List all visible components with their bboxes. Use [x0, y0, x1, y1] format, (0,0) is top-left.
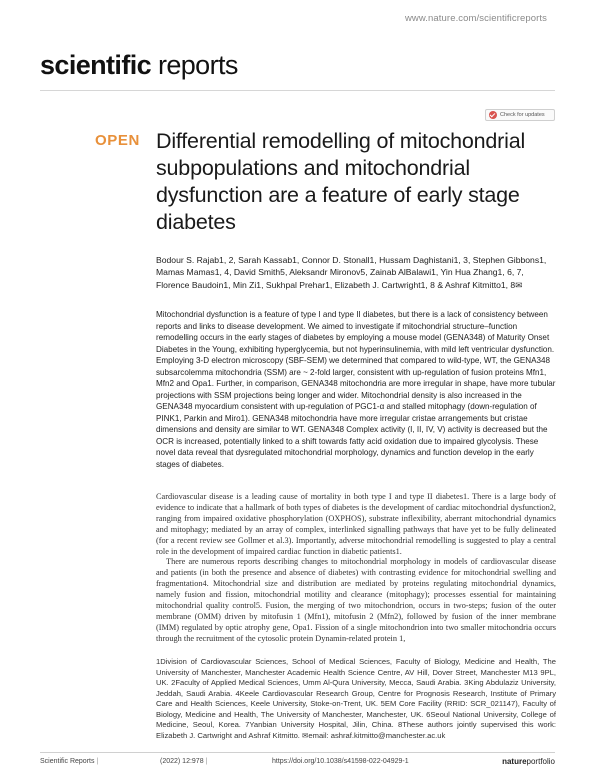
footer-journal-name: Scientific Reports	[40, 758, 95, 765]
check-icon	[489, 111, 497, 119]
journal-logo	[40, 50, 238, 81]
publisher-bold: nature	[502, 757, 527, 766]
article-title: Differential remodelling of mitochondrial subpopulations and mitochondrial dysfunction are a feature of early stage diabetes	[156, 129, 526, 234]
check-updates-label: Check for updates	[500, 112, 545, 118]
body-text	[156, 492, 556, 645]
footer-doi-link[interactable]: https://doi.org/10.1038/s41598-022-04929-1	[272, 758, 409, 765]
open-access-label: OPEN	[95, 132, 140, 149]
brand-bold: scientific	[40, 50, 152, 80]
publisher-logo	[502, 757, 555, 766]
footer-volume: (2022) 12:978 |	[160, 758, 208, 765]
check-for-updates-button[interactable]	[485, 109, 555, 121]
body-paragraph: Cardiovascular disease is a leading cause of mortality in both type I and type II diabetes1. There is a large body of evidence to indicate that a hallmark of both types of diabetes is the development of cardiac mitochondrial dysfunction2, ranging from impaired oxidative phosphorylation (OXPHOS), substrate inflexibility, aberrant mitochondrial dynamics and mitophagy; mediated by an array of complex, interlinked signalling pathways that have yet to be fully delineated (for a recent review see Gollmer et al.3). Importantly, adverse mitochondrial remodelling is suggested to play a central role in the development of impaired cardiac function in diabetic patients1.	[156, 492, 556, 556]
page-footer	[40, 758, 555, 770]
brand-regular-text: reports	[157, 50, 238, 80]
body-paragraph: There are numerous reports describing changes to mitochondrial morphology in models of cardiovascular disease and patients (in both the presence and absence of diabetes) with contrasting evidence for mitochondrial swelling and fragmentation4. Mitochondrial size and distribution are mediated by proteins regulating mitochondrial dynamics, namely fusion and fission, mitochondrial motility and clearance (mitophagy); processes essential for maintaining mitochondrial quality control5. Fusion, the merging of two mitochondrion, occurs in two-steps; fusion of the outer membrane (OMM) driven by mitofusin 1 (Mfn1), mitofusin 2 (Mfn2), followed by fusion of the inner membrane (IMM) regulated by optic atrophy gene, Opa1. Fission of a single mitochondrion into two smaller mitochondria occurs through the recruitment of the cytosolic protein Dynamin-related protein 1,	[156, 557, 556, 643]
abstract: Mitochondrial dysfunction is a feature of type I and type II diabetes, but there is a lack of consistency between reports and links to disease development. We aimed to investigate if mitochondrial structure–function remodelling occurs in the early stages of diabetes by employing a mouse model (GENA348) of Maturity Onset Diabetes in the Young, exhibiting hyperglycemia, but not hyperinsulinemia, with mild left ventricular dysfunction. Employing 3-D electron microscopy (SBF-SEM) we determined that compared to wild-type, WT, the GENA348 subsarcolemma mitochondria (SSM) are ~ 2-fold larger, consistent with up-regulation of fusion proteins Mfn1, Mfn2 and Opa1. Further, in comparison, GENA348 mitochondria are more irregular in shape, have more tubular projections with SSM projections being longer and wider. Mitochondrial density is also increased in the GENA348 myocardium consistent with up-regulation of PGC1-α and stalled mitophagy (down-regulation of PINK1, Parkin and Miro1). GENA348 mitochondria have more irregular cristae arrangements but cristae dimensions and density are similar to WT. GENA348 Complex activity (I, II, IV, V) activity is decreased but the OCR is increased, potentially linked to a shift towards fatty acid oxidation due to impaired glycolysis. These novel data reveal that dysregulated mitochondrial morphology, dynamics and function develop in the early stages of diabetes.	[156, 310, 556, 469]
header-divider	[40, 90, 555, 91]
affiliations: 1Division of Cardiovascular Sciences, School of Medical Sciences, Faculty of Biology, Medicine and Health, The University of Manchester, Manchester Academic Health Science Centre, AV Hill, Dover Street, Manchester M13 9PL, UK. 2Faculty of Applied Medical Sciences, Umm Al-Qura University, Mecca, Saudi Arabia. 3King Abdulaziz University, Jeddah, Saudi Arabia. 4Keele Cardiovascular Research Group, Centre for Prognosis Research, Institute of Primary Care and Health Sciences, Keele University, Stoke-on-Trent, UK. 5EM Core Facility (RRID: SCR_021147), Faculty of Biology, Medicine and Health, The University of Manchester, Manchester, UK. 6Seoul National University, College of Medicine, Seoul, Korea. 7Yanbian University Hospital, Jilin, China. 8These authors jointly supervised this work: Elizabeth J. Cartwright and Ashraf Kitmitto. ✉email: ashraf.kitmitto@manchester.ac.uk	[156, 657, 556, 740]
journal-url[interactable]: www.nature.com/scientificreports	[404, 13, 547, 24]
footer-journal: Scientific Reports |	[40, 758, 99, 765]
brand-regular	[151, 50, 238, 80]
publisher-regular: portfolio	[526, 757, 555, 766]
footer-volume-text: (2022) 12:978	[160, 758, 204, 765]
footer-divider	[40, 752, 555, 753]
author-list: Bodour S. Rajab1, 2, Sarah Kassab1, Connor D. Stonall1, Hussam Daghistani1, 3, Stephen Gibbons1, Mamas Mamas1, 4, David Smith5, Aleksandr Mironov5, Zainab AlBalawi1, Yin Hua Zhang1, 6, 7, Florence Baudoin1, Min Zi1, Sukhpal Prehar1, Elizabeth J. Cartwright1, 8 & Ashraf Kitmitto1, 8✉	[156, 255, 547, 290]
